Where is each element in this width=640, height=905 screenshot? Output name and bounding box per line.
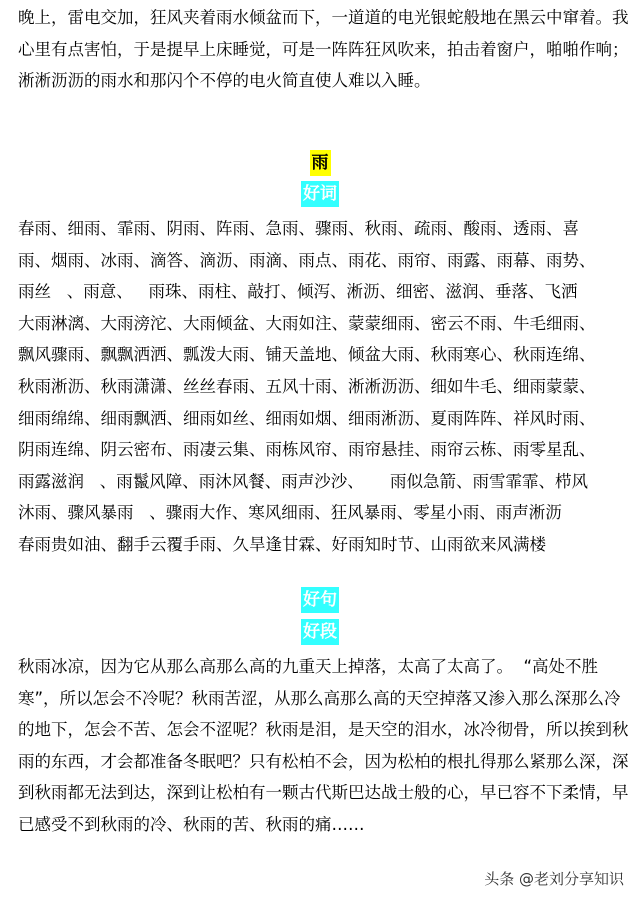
good-words-heading-row <box>0 181 640 207</box>
good-sentences-heading-row <box>0 587 640 613</box>
word-line: 秋雨淅沥、秋雨潇潇、丝丝春雨、五风十雨、淅淅沥沥、细如牛毛、细雨蒙蒙、 <box>18 376 596 396</box>
good-words-heading: 好词 <box>301 181 339 207</box>
word-line: 阴雨连绵、阴云密布、雨凄云集、雨栋风帘、雨帘悬挂、雨帘云栋、雨零星乱、 <box>18 440 596 460</box>
page-title: 雨 <box>310 150 331 176</box>
intro-paragraph: 晚上，雷电交加，狂风夹着雨水倾盆而下，一道道的电光银蛇般地在黑云中窜着。我心里有点害怕，于是提早上床睡觉，可是一阵阵狂风吹来，拍击着窗户，啪啪作响；淅淅沥沥的雨水和那闪个不停的电火简直使人难以入睡。 <box>18 8 629 90</box>
sample-paragraph: 秋雨冰凉，因为它从那么高那么高的九重天上掉落，太高了太高了。 “高处不胜寒”，所以怎会不冷呢？秋雨苦涩，从那么高那么高的天空掉落又渗入那么深那么冷的地下，怎会不苦、怎会不涩呢？秋雨是泪，是天空的泪水，冰冷彻骨，所以挨到秋雨的东西，才会都准备冬眠吧？只有松柏不会，因为松柏的根扎得那么紧那么深，深到秋雨都无法到达，深到让松柏有一颗古代斯巴达战士般的心，早已容不下柔情，早已感受不到秋雨的冷、秋雨的苦、秋雨的痛…… <box>18 657 629 834</box>
word-list <box>18 213 638 561</box>
watermark: 头条 @老刘分享知识 <box>484 870 624 888</box>
word-line: 雨露滋润 、雨鬣风障、雨沐风餐、雨声沙沙、 雨似急箭、雨雪霏霏、栉风 <box>18 471 588 491</box>
good-paragraphs-heading-row <box>0 619 640 645</box>
word-line: 雨丝 、雨意、 雨珠、雨柱、敲打、倾泻、淅沥、细密、滋润、垂落、飞洒 <box>18 282 578 302</box>
good-sentences-heading: 好句 <box>301 587 339 613</box>
word-line: 春雨贵如油、翻手云覆手雨、久旱逢甘霖、好雨知时节、山雨欲来风满楼 <box>18 534 546 554</box>
word-line: 春雨、细雨、霏雨、阴雨、阵雨、急雨、骤雨、秋雨、疏雨、酸雨、透雨、喜 <box>18 219 579 238</box>
word-line: 沐雨、骤风暴雨 、骤雨大作、寒风细雨、狂风暴雨、零星小雨、雨声淅沥 <box>18 503 562 523</box>
word-line: 细雨绵绵、细雨飘洒、细雨如丝、细雨如烟、细雨淅沥、夏雨阵阵、祥风时雨、 <box>18 408 596 428</box>
word-line: 大雨淋漓、大雨滂沱、大雨倾盆、大雨如注、蒙蒙细雨、密云不雨、牛毛细雨、 <box>18 313 596 333</box>
word-line: 飘风骤雨、飘飘洒洒、瓢泼大雨、铺天盖地、倾盆大雨、秋雨寒心、秋雨连绵、 <box>18 345 596 365</box>
word-line: 雨、烟雨、冰雨、滴答、滴沥、雨滴、雨点、雨花、雨帘、雨露、雨幕、雨势、 <box>18 250 596 270</box>
title-row <box>0 150 640 176</box>
good-paragraphs-heading: 好段 <box>301 619 339 645</box>
